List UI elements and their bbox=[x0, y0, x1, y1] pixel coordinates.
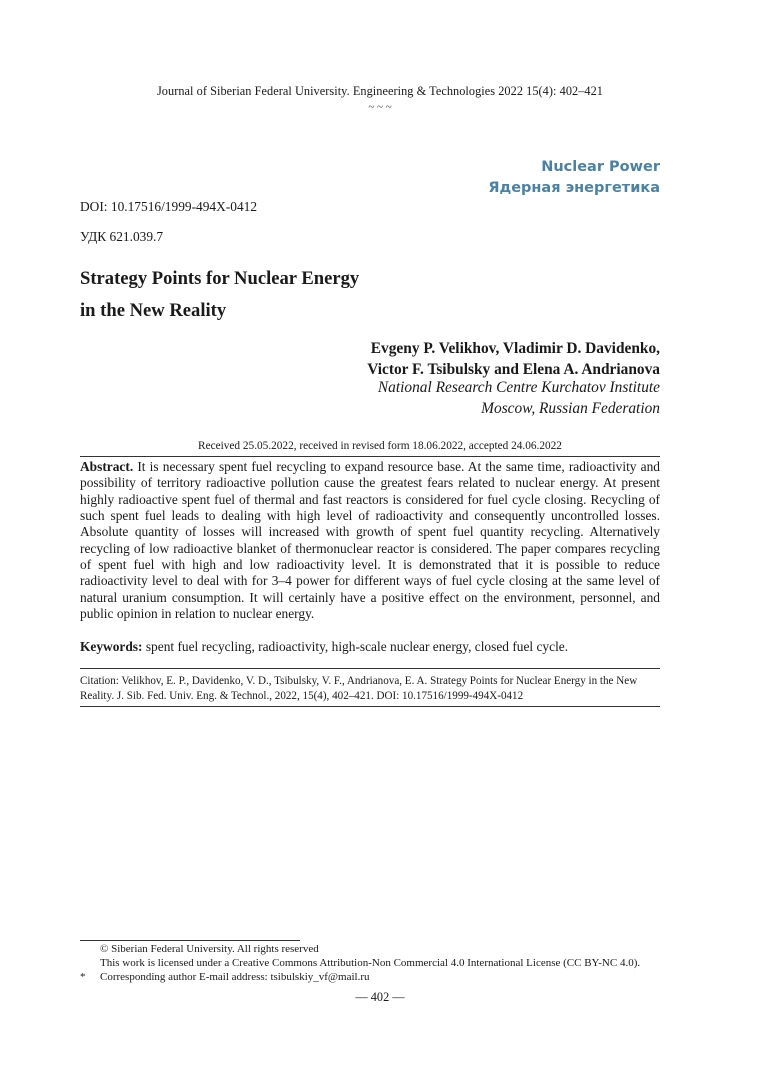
footnote-license bbox=[80, 956, 680, 970]
doi: DOI: 10.17516/1999-494X-0412 bbox=[80, 199, 258, 214]
page-number: — 402 — bbox=[355, 990, 405, 1004]
authors bbox=[200, 338, 660, 380]
keywords bbox=[80, 638, 660, 655]
authors-line-2: Victor F. Tsibulsky and Elena A. Andrianova bbox=[367, 361, 660, 378]
authors-line-1: Evgeny P. Velikhov, Vladimir D. Davidenko, bbox=[370, 340, 660, 357]
affiliation-line-2: Moscow, Russian Federation bbox=[481, 400, 660, 417]
footnote-copyright bbox=[80, 942, 680, 956]
affiliation-line-1: National Research Centre Kurchatov Institute bbox=[377, 379, 660, 396]
footnote-rule bbox=[80, 940, 300, 941]
header-ornament: ~ ~ ~ bbox=[368, 101, 392, 113]
abstract-text: It is necessary spent fuel recycling to expand resource base. At the same time, radioactivity and possibility of territory radioactive pollution cause the greatest fears related to nuclear energy. At present highly radioactive spent fuel of thermal and fast reactors is considered for fuel cycle closing. Recycling of such spent fuel leads to dealing with high level of radioactivity and consequently uncontrolled losses. Absolute quantity of losses will increased with growth of spent fuel quantity recycling. Alternatively recycling of low radioactive blanket of thermonuclear reactor is considered. The paper compares recycling of spent fuel with high and low radioactivity level. It is demonstrated that it is possible to reduce radioactivity level to deal with for 3–4 power for different ways of fuel cycle closing at the same level of natural uranium consumption. It will certainly have a positive effect on the environment, personnel, and public opinion in relation to nuclear energy. bbox=[80, 459, 660, 622]
abstract-top-rule bbox=[80, 456, 660, 457]
received-dates: Received 25.05.2022, received in revised form 18.06.2022, accepted 24.06.2022 bbox=[198, 440, 562, 452]
udk-code: УДК 621.039.7 bbox=[80, 229, 164, 244]
citation: Citation: Velikhov, E. P., Davidenko, V. D., Tsibulsky, V. F., Andrianova, E. A. Strategy Points for Nuclear Energy in the New Reality. J. Sib. Fed. Univ. Eng. & Technol., 2022, 15(4), 402–421. DOI: 10.17516/1999-494X-0412 bbox=[80, 675, 638, 702]
abstract-label: Abstract. bbox=[80, 459, 134, 474]
keywords-text: spent fuel recycling, radioactivity, high-scale nuclear energy, closed fuel cycle. bbox=[145, 639, 569, 654]
footnote-corresponding bbox=[80, 970, 680, 984]
citation-top-rule bbox=[80, 668, 660, 669]
article-title-line-2: in the New Reality bbox=[80, 300, 227, 321]
affiliation bbox=[200, 377, 660, 419]
abstract bbox=[80, 459, 660, 622]
section-title-ru: Ядерная энергетика bbox=[488, 180, 660, 196]
citation-bottom-rule bbox=[80, 706, 660, 707]
article-title-line-1: Strategy Points for Nuclear Energy bbox=[80, 268, 360, 289]
corresponding-text: Corresponding author E-mail address: tsibulskiy_vf@mail.ru bbox=[100, 971, 370, 983]
asterisk-mark: * bbox=[80, 971, 86, 983]
license-text: This work is licensed under a Creative Commons Attribution-Non Commercial 4.0 International License (CC BY-NC 4.0). bbox=[100, 957, 641, 969]
section-title-en: Nuclear Power bbox=[541, 159, 660, 175]
copyright-text: © Siberian Federal University. All rights reserved bbox=[100, 943, 319, 955]
article-title bbox=[80, 263, 480, 327]
keywords-label: Keywords: bbox=[80, 639, 143, 654]
journal-header: Journal of Siberian Federal University. Engineering & Technologies 2022 15(4): 402–421 bbox=[156, 84, 604, 98]
